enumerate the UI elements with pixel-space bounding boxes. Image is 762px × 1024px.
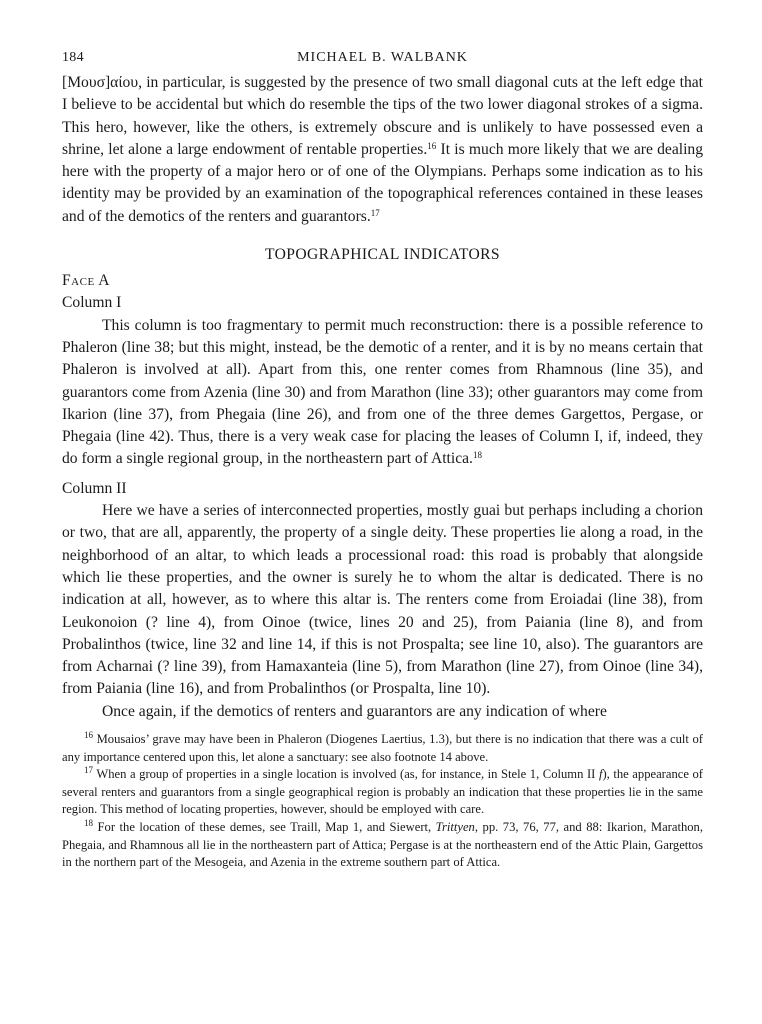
body-text [62,72,703,723]
section-title: TOPOGRAPHICAL INDICATORS [264,246,500,264]
page-number: 184 [62,50,84,65]
footnote-16: $^{16}$ Mousaios’ grave may have been in Phaleron (Diogenes Laertius, 1.3), but there is no indication that there was a cult of any importance centered upon this, let alone a sanctuary: see also footnote 14 above. [62,730,703,764]
footnote-18: $^{18}$ For the location of these demes, see Traill, Map 1, and Siewert, Trittyen, pp. 73, 76, 77, and 88: Ikarion, Marathon, Phegaia, and Rhamnous all lie in the northeastern part of Attica; Pergase is at the northeastern end of the Attic Plain, Gargettos in the northern part of the Mesogeia, and Azenia in the extreme southern part of Attica. [62,817,703,870]
column-1-paragraph: This column is too fragmentary to permit much reconstruction: there is a possible reference to Phaleron (line 38; but this might, instead, be the demotic of a renter, and it is by no means certain that Phaleron is involved at all). Apart from this, one renter comes from Rhamnous (line 35), and guarantors come from Azenia (line 30) and from Marathon (line 33); other guarantors may come from Ikarion (line 37), from Phegaia (line 26), and from one of the three demes Gargettos, Pergase, or Phegaia (line 42). Thus, there is a very weak case for placing the leases of Column I, if, indeed, they do form a single regional group, in the northeastern part of Attica.$^{18}$ [62,316,703,468]
footnote-ref-18[interactable]: 18 [472,450,482,461]
footnote-ref-17[interactable]: 17 [370,207,380,218]
face-heading: Face A [62,272,110,290]
column-2-heading: Column II [62,479,127,497]
intro-paragraph: [Μουσ]αίου, in particular, is suggested by the presence of two small diagonal cuts at the left edge that I believe to be accidental but which do resemble the tips of the two lower diagonal strokes of a sigma. This hero, however, like the others, is extremely obscure and is unlikely to have possessed even a shrine, let alone a large endowment of rentable properties.$^{16}$ It is much more likely that we are dealing here with the property of a major hero or of one of the Olympians. Perhaps some indication as to his identity may be provided by an examination of the topographical references contained in these leases and of the demotics of the renters and guarantors.$^{17}$ [62,74,704,225]
column-2-paragraph: Here we have a series of interconnected properties, mostly guai but perhaps including a chorion or two, that are all, apparently, the property of a single deity. These properties lie along a road, in the neighborhood of an altar, to which leads a processional road: this road is probably that alongside which lie these properties, and the owner is surely he to whom the altar is dedicated. There is no indication at all, however, as to where this altar is. The renters come from Eroiadai (line 38), from Leukonoion (? line 4), from Oinoe (twice, lines 20 and 25), from Paiania (line 8), and from Probalinthos (twice, line 32 and line 14, if this is not Prospalta; see line 10, also). The guarantors are from Acharnai (? line 39), from Hamaxanteia (line 5), from Marathon (line 27), from Oinoe (line 34), from Paiania (line 16), and from Probalinthos (or Prospalta, line 10). [62,502,703,698]
running-head [62,50,703,72]
greek-word: [Μουσ]αίου [62,74,139,91]
running-head-author: MICHAEL B. WALBANK [297,50,468,65]
footnotes [62,731,703,872]
footnote-ref-16[interactable]: 16 [427,140,437,151]
column-1-heading: Column I [62,294,122,312]
continuation-paragraph: Once again, if the demotics of renters and guarantors are any indication of where [102,702,607,720]
footnote-17: $^{17}$ When a group of properties in a single location is involved (as, for instance, in Stele 1, Column II f), the appearance of several renters and guarantors from a single geographical region is probably an indication that these properties lie in the same region. This method of locating properties, however, should be employed with care. [62,765,703,817]
page [62,50,703,872]
